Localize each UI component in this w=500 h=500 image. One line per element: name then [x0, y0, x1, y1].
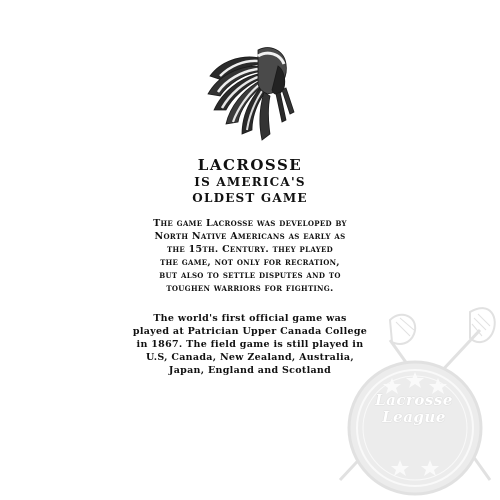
paragraph-line: toughen warriors for fighting.: [166, 283, 334, 294]
badge-logo-text: [352, 392, 476, 426]
subtitle-line-2: OLDEST GAME: [192, 191, 308, 205]
paragraph-line: but also to settle disputes and to: [159, 270, 341, 281]
badge-line-2: League: [382, 408, 446, 426]
paragraph-line: North Native Americans as early as: [154, 231, 346, 242]
paragraph-line: the 15th. Century. they played: [166, 244, 334, 255]
paragraph-line: the game, not only for recration,: [160, 257, 340, 268]
page-title: LACROSSE: [197, 156, 303, 174]
badge-line-1: Lacrosse: [375, 391, 453, 409]
paragraph-line: in 1867. The field game is still played in: [136, 339, 364, 350]
paragraph-line: Japan, England and Scotland: [168, 365, 332, 376]
paragraph-line: The game Lacrosse was developed by: [153, 218, 347, 229]
paragraph-line: The world's first official game was: [153, 313, 347, 324]
paragraph-line: U.S, Canada, New Zealand, Australia,: [146, 352, 354, 363]
native-headdress-icon: [200, 36, 300, 148]
history-paragraph: [90, 217, 410, 295]
title-block: [0, 156, 500, 206]
first-game-paragraph: [90, 312, 410, 377]
subtitle-line-1: IS AMERICA'S: [194, 175, 306, 189]
paragraph-line: played at Patrician Upper Canada College: [132, 326, 368, 337]
